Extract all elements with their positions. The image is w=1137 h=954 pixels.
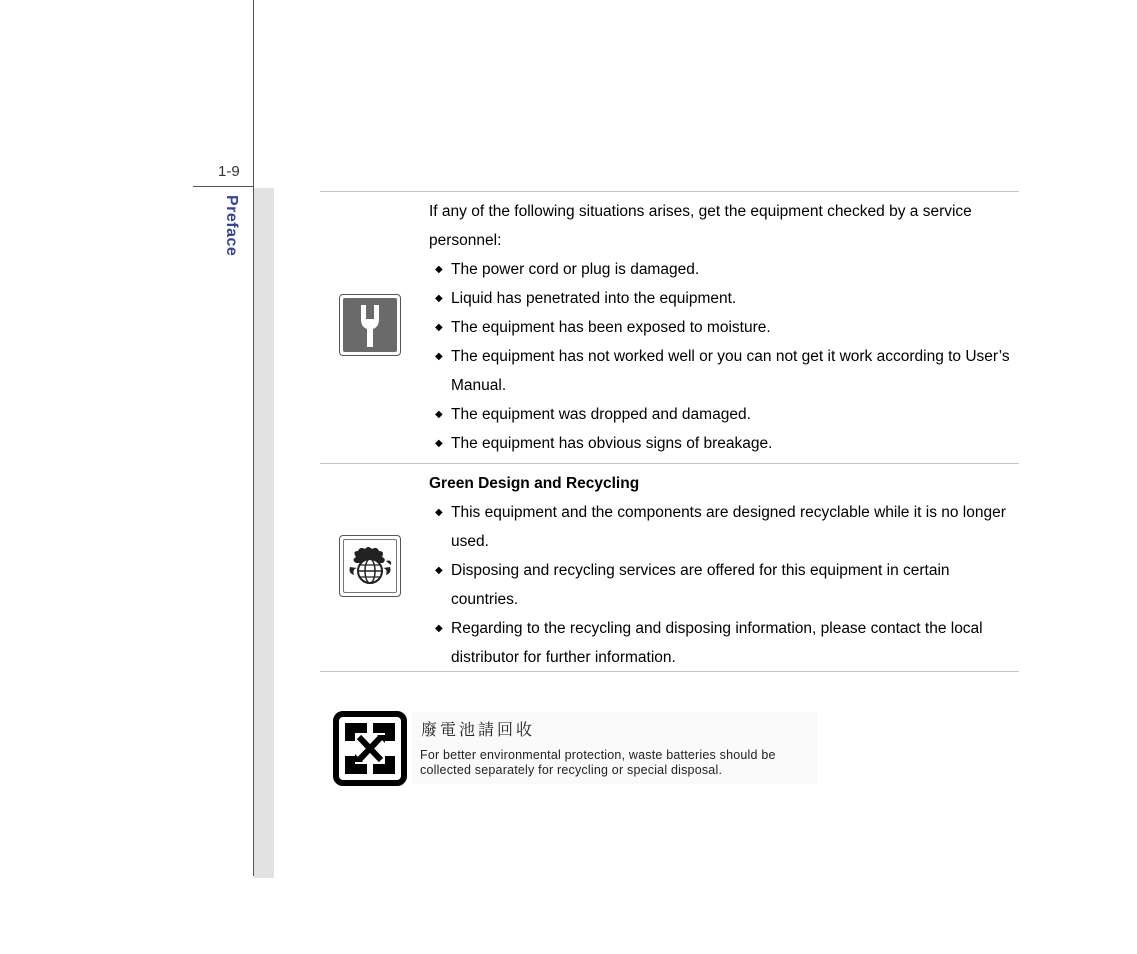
list-item [429, 255, 1019, 284]
list-item [429, 313, 1019, 342]
list-item [429, 556, 1019, 614]
battery-recycle-icon [333, 711, 407, 786]
service-block [429, 197, 1019, 458]
table-rule-middle [320, 463, 1019, 464]
list-item-text: The equipment has not worked well or you can not get it work according to User’s Manual. [451, 348, 1010, 394]
bullet-icon: ◆ [435, 623, 443, 634]
list-item-text: Regarding to the recycling and disposing information, please contact the local distributor for further information. [451, 620, 983, 666]
list-item-text: The equipment has obvious signs of breakage. [451, 435, 773, 452]
wrench-icon [339, 294, 401, 356]
list-item-text: The power cord or plug is damaged. [451, 261, 700, 278]
list-item [429, 400, 1019, 429]
list-item-text: The equipment has been exposed to moisture. [451, 319, 771, 336]
list-item-text: This equipment and the components are designed recyclable while it is no longer used. [451, 504, 1006, 550]
bullet-icon: ◆ [435, 507, 443, 518]
list-item-text: Liquid has penetrated into the equipment. [451, 290, 737, 307]
list-item [429, 342, 1019, 400]
section-label: Preface [223, 195, 240, 257]
green-title: Green Design and Recycling [429, 475, 640, 492]
service-intro: If any of the following situations arises, get the equipment checked by a service personnel: [429, 203, 972, 249]
service-list [429, 255, 1019, 458]
green-earth-icon [339, 535, 401, 597]
list-item [429, 429, 1019, 458]
bullet-icon: ◆ [435, 322, 443, 333]
bullet-icon: ◆ [435, 293, 443, 304]
bullet-icon: ◆ [435, 565, 443, 576]
list-item [429, 284, 1019, 313]
list-item [429, 614, 1019, 672]
page-number: 1-9 [218, 163, 240, 180]
bullet-icon: ◆ [435, 264, 443, 275]
green-list [429, 498, 1019, 672]
list-item-text: The equipment was dropped and damaged. [451, 406, 751, 423]
battery-chinese-text: 廢電池請回收 [421, 720, 536, 739]
bullet-icon: ◆ [435, 409, 443, 420]
list-item [429, 498, 1019, 556]
battery-english-text: For better environmental protection, waste batteries should be collected separately for recycling or special disposal. [420, 748, 776, 777]
list-item-text: Disposing and recycling services are offered for this equipment in certain countries. [451, 562, 950, 608]
bullet-icon: ◆ [435, 438, 443, 449]
table-rule-top [320, 191, 1019, 192]
bullet-icon: ◆ [435, 351, 443, 362]
page-number-rule [193, 186, 254, 187]
margin-gray-bar [254, 188, 274, 878]
green-block [429, 469, 1019, 672]
